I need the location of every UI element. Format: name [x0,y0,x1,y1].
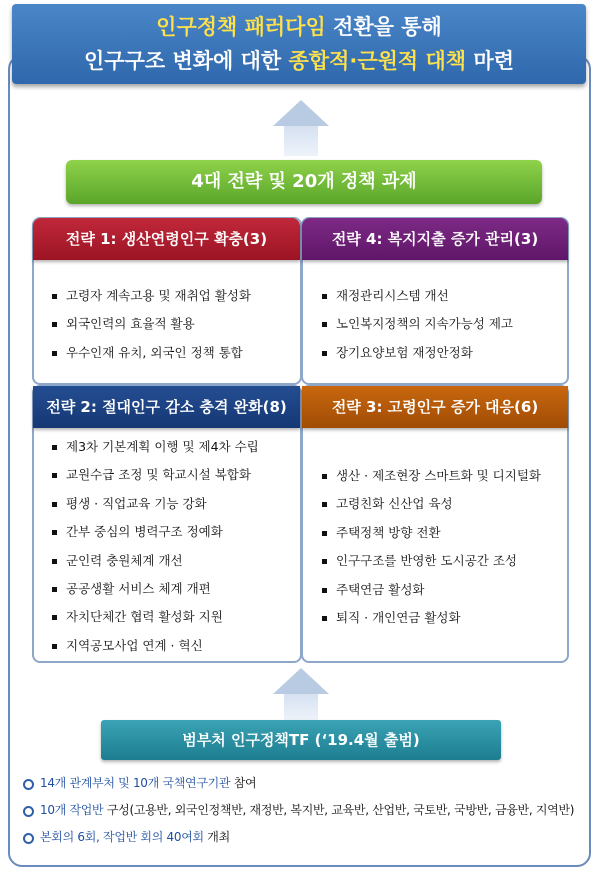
banner-text-2: 인구구조 변화에 대한 [84,49,289,73]
list-item: 군인력 충원체계 개선 [50,547,259,575]
strategy-2-title: 전략 2: 절대인구 감소 충격 완화(8) [33,386,300,428]
list-item: 교원수급 조정 및 학교시설 복합화 [50,461,259,489]
list-item: 고령자 계속고용 및 재취업 활성화 [50,282,251,310]
taskforce-item-text: 개최 [203,830,230,844]
taskforce-item [20,770,574,797]
list-item: 공공생활 서비스 체계 개편 [50,575,259,603]
list-item: 우수인재 유치, 외국인 정책 통합 [50,339,251,367]
list-item: 제3차 기본계획 이행 및 제4차 수립 [50,433,259,461]
strategy-1-title: 전략 1: 생산연령인구 확충(3) [33,218,300,260]
list-item: 평생 · 직업교육 기능 강화 [50,490,259,518]
list-item: 지역공모사업 연계 · 혁신 [50,632,259,660]
lower-arrow-icon [273,668,329,694]
strategy-4-list [320,282,513,367]
strategy-3-title: 전략 3: 고령인구 증가 대응(6) [302,386,568,428]
framework-title: 4대 전략 및 20개 정책 과제 [66,160,542,204]
taskforce-item-highlight: 14개 관계부처 및 10개 국책연구기관 [40,776,231,790]
goal-banner [12,4,586,84]
list-item: 주택연금 활성화 [320,576,541,604]
banner-highlight-2: 종합적·근원적 대책 [288,49,467,73]
list-item: 노인복지정책의 지속가능성 제고 [320,310,513,338]
upper-arrow-stem [284,124,318,156]
list-item: 간부 중심의 병력구조 정예화 [50,518,259,546]
upper-arrow-icon [273,100,329,126]
banner-line-1 [12,10,586,44]
taskforce-title: 범부처 인구정책TF (‘19.4월 출범) [101,720,501,760]
list-item: 외국인력의 효율적 활용 [50,310,251,338]
taskforce-item [20,824,574,851]
taskforce-item-text: 참여 [230,776,257,790]
list-item: 자치단체간 협력 활성화 지원 [50,603,259,631]
list-item: 재정관리시스템 개선 [320,282,513,310]
taskforce-item-text: 구성(고용반, 외국인정책반, 재정반, 복지반, 교육반, 산업반, 국토반, 국방반, 금융반, 지역반) [103,803,575,817]
taskforce-item-highlight: 10개 작업반 [40,803,104,817]
taskforce-item [20,797,574,824]
list-item: 장기요양보험 재정안정화 [320,339,513,367]
banner-text-3: 마련 [466,49,514,73]
list-item: 생산 · 제조현장 스마트화 및 디지털화 [320,462,541,490]
taskforce-item-highlight: 본회의 6회, 작업반 회의 40여회 [40,830,204,844]
list-item: 고령친화 신산업 육성 [320,490,541,518]
list-item: 인구구조를 반영한 도시공간 조성 [320,547,541,575]
taskforce-list [20,770,574,851]
strategy-2-list [50,433,259,660]
banner-highlight-1: 인구정책 패러다임 [156,15,326,39]
strategy-4-title: 전략 4: 복지지출 증가 관리(3) [302,218,568,260]
banner-text-1: 전환을 통해 [325,15,442,39]
strategy-1-list [50,282,251,367]
list-item: 퇴직 · 개인연금 활성화 [320,604,541,632]
lower-arrow-stem [284,692,318,720]
strategy-3-list [320,462,541,632]
list-item: 주택정책 방향 전환 [320,519,541,547]
banner-line-2 [12,44,586,78]
